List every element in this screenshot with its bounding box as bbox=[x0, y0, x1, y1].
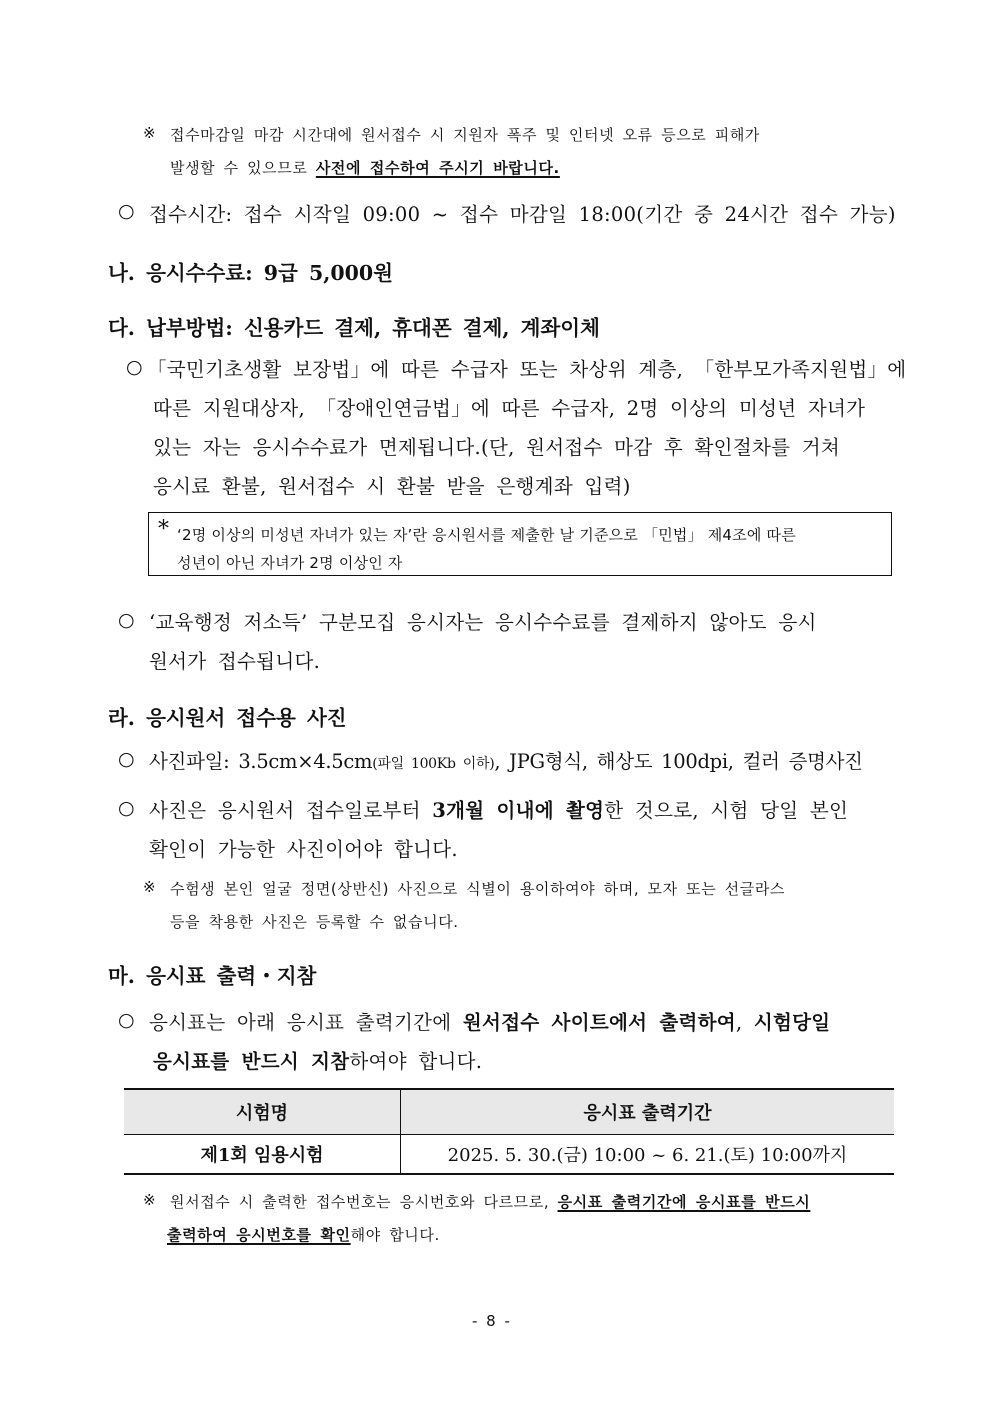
section-heading: 라. 응시원서 접수용 사진 bbox=[108, 706, 347, 730]
bullet-circle: ○ bbox=[118, 748, 135, 770]
bullet-text: ‘교육행정 저소득’ 구분모집 응시자는 응시수수료를 결제하지 않아도 응시 bbox=[149, 611, 817, 634]
note-line: 원서접수 시 출력한 접수번호는 응시번호와 다르므로, 응시표 출력기간에 응시표를 반드시 bbox=[170, 1193, 811, 1211]
table-cell: 2025. 5. 30.(금) 10:00 ~ 6. 21.(토) 10:00까지 bbox=[401, 1135, 895, 1175]
bullet-text: 접수시간: 접수 시작일 09:00 ~ 접수 마감일 18:00(기간 중 24시간 접수 가능) bbox=[149, 203, 896, 226]
table-header: 시험명 bbox=[124, 1089, 401, 1135]
bullet-text: 확인이 가능한 사진이어야 합니다. bbox=[149, 838, 458, 861]
asterisk-mark: * bbox=[158, 517, 169, 542]
table-row bbox=[124, 1135, 894, 1175]
bullet-text: 「국민기초생활 보장법」에 따른 수급자 또는 차상위 계층, 「한부모가족지원법」에 bbox=[147, 358, 907, 381]
bullet-text: 사진은 응시원서 접수일로부터 3개월 이내에 촬영한 것으로, 시험 당일 본인 bbox=[149, 799, 849, 822]
boxed-note-line: 성년이 아닌 자녀가 2명 이상인 자 bbox=[177, 554, 403, 572]
bullet-circle: ○ bbox=[118, 609, 135, 631]
note-line: 등을 착용한 사진은 등록할 수 없습니다. bbox=[170, 913, 459, 931]
bullet-text: 따른 지원대상자, 「장애인연금법」에 따른 수급자, 2명 이상의 미성년 자녀가 bbox=[153, 397, 866, 420]
bullet-text: 원서가 접수됩니다. bbox=[149, 650, 321, 673]
bullet-circle: ○ bbox=[118, 200, 135, 222]
bullet-circle: ○ bbox=[126, 356, 143, 378]
bullet-text: 있는 자는 응시수수료가 면제됩니다.(단, 원서접수 마감 후 확인절차를 거쳐 bbox=[153, 436, 841, 459]
page-number: - 8 - bbox=[472, 1312, 512, 1330]
bullet-text: 사진파일: 3.5cm×4.5cm(파일 100Kb 이하), JPG형식, 해상도 100dpi, 컬러 증명사진 bbox=[149, 750, 863, 773]
bullet-circle: ○ bbox=[118, 797, 135, 819]
emphasis-text: 출력하여 응시번호를 확인 bbox=[167, 1226, 351, 1244]
note-line: 접수마감일 마감 시간대에 원서접수 시 지원자 폭주 및 인터넷 오류 등으로 피해가 bbox=[170, 126, 761, 144]
emphasis-text: 응시표 출력기간에 응시표를 반드시 bbox=[557, 1193, 811, 1211]
table-header: 응시표 출력기간 bbox=[401, 1089, 895, 1135]
note-line: 수험생 본인 얼굴 정면(상반신) 사진으로 식별이 용이하여야 하며, 모자 또는 선글라스 bbox=[170, 880, 786, 898]
admission-ticket-table bbox=[124, 1088, 894, 1175]
bullet-text: 응시표를 반드시 지참하여야 합니다. bbox=[153, 1050, 483, 1073]
table-cell: 제1회 임용시험 bbox=[124, 1135, 401, 1175]
emphasis-text: 사전에 접수하여 주시기 바랍니다. bbox=[315, 159, 560, 177]
bullet-circle: ○ bbox=[118, 1009, 135, 1031]
section-heading: 다. 납부방법: 신용카드 결제, 휴대폰 결제, 계좌이체 bbox=[108, 316, 600, 340]
note-line: 발생할 수 있으므로 사전에 접수하여 주시기 바랍니다. bbox=[170, 159, 560, 177]
bullet-text: 응시료 환불, 원서접수 시 환불 받을 은행계좌 입력) bbox=[153, 475, 631, 498]
note-mark: ※ bbox=[143, 124, 157, 142]
section-heading: 나. 응시수수료: 9급 5,000원 bbox=[108, 261, 393, 285]
table-header-row bbox=[124, 1089, 894, 1135]
boxed-note bbox=[148, 512, 892, 576]
section-heading: 마. 응시표 출력・지참 bbox=[108, 964, 317, 988]
note-mark: ※ bbox=[143, 1191, 157, 1209]
note-line: 출력하여 응시번호를 확인해야 합니다. bbox=[167, 1226, 440, 1244]
boxed-note-line: ‘2명 이상의 미성년 자녀가 있는 자’란 응시원서를 제출한 날 기준으로 「민법」 제4조에 따른 bbox=[177, 526, 796, 544]
note-mark: ※ bbox=[143, 878, 157, 896]
bullet-text: 응시표는 아래 응시표 출력기간에 원서접수 사이트에서 출력하여, 시험당일 bbox=[149, 1011, 831, 1034]
